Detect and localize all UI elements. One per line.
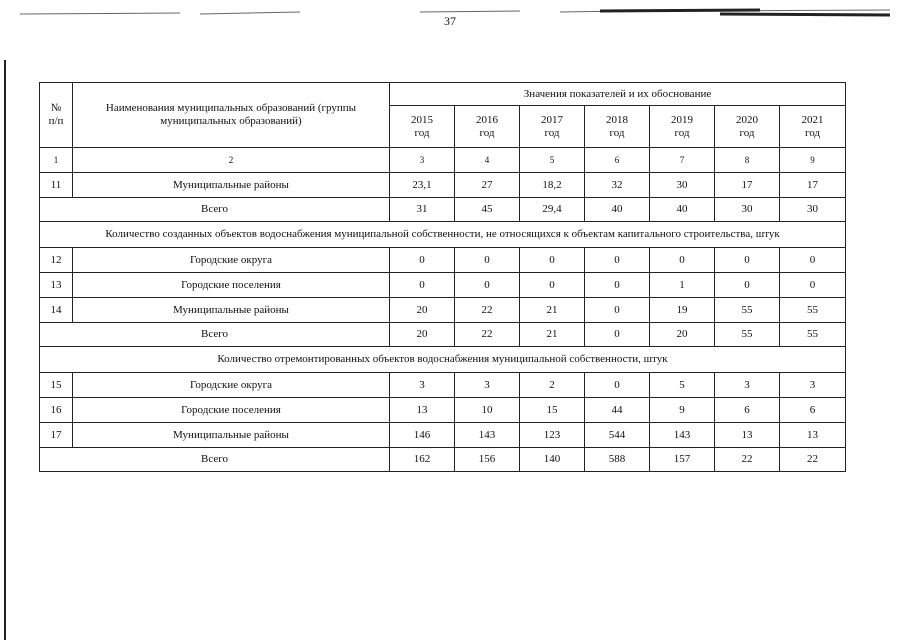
total-label-cell: Всего: [40, 198, 390, 222]
year-header-cell: [715, 106, 780, 148]
table-row: [40, 173, 846, 198]
total-value-cell: 31: [390, 198, 455, 222]
total-value-cell: 22: [715, 448, 780, 472]
row-name-cell: Городские поселения: [73, 398, 390, 423]
total-value-cell: 30: [780, 198, 846, 222]
value-cell: 0: [520, 273, 585, 298]
value-cell: 6: [780, 398, 846, 423]
value-cell: 17: [780, 173, 846, 198]
year-header-cell: [780, 106, 846, 148]
value-cell: 9: [650, 398, 715, 423]
value-cell: 13: [390, 398, 455, 423]
row-number-cell: 14: [40, 298, 73, 323]
total-value-cell: 45: [455, 198, 520, 222]
row-number-cell: 12: [40, 248, 73, 273]
total-value-cell: 40: [585, 198, 650, 222]
value-cell: 0: [780, 273, 846, 298]
year-label: 2020: [736, 113, 758, 126]
year-header-cell: [520, 106, 585, 148]
value-cell: 146: [390, 423, 455, 448]
total-value-cell: 157: [650, 448, 715, 472]
value-cell: 0: [715, 273, 780, 298]
column-number-cell: 8: [715, 148, 780, 173]
value-cell: 143: [455, 423, 520, 448]
value-cell: 55: [780, 298, 846, 323]
value-cell: 0: [390, 248, 455, 273]
table-row: [40, 273, 846, 298]
row-number-cell: 11: [40, 173, 73, 198]
value-cell: 3: [390, 373, 455, 398]
row-number-cell: 13: [40, 273, 73, 298]
year-unit: год: [805, 126, 821, 139]
total-value-cell: 22: [455, 323, 520, 347]
value-cell: 22: [455, 298, 520, 323]
total-value-cell: 21: [520, 323, 585, 347]
row-name-cell: Городские поселения: [73, 273, 390, 298]
value-cell: 6: [715, 398, 780, 423]
value-cell: 3: [455, 373, 520, 398]
row-number-cell: 17: [40, 423, 73, 448]
value-cell: 13: [715, 423, 780, 448]
table-row: [40, 298, 846, 323]
value-cell: 3: [780, 373, 846, 398]
row-name-cell: Муниципальные районы: [73, 298, 390, 323]
value-cell: 13: [780, 423, 846, 448]
header-name-cell: Наименования муниципальных образований (группы муниципальных образований): [73, 83, 390, 148]
value-cell: 0: [520, 248, 585, 273]
year-unit: год: [414, 126, 430, 139]
value-cell: 0: [390, 273, 455, 298]
scan-left-border: [4, 60, 6, 640]
value-cell: 5: [650, 373, 715, 398]
value-cell: 0: [780, 248, 846, 273]
year-unit: год: [739, 126, 755, 139]
year-label: 2021: [801, 113, 824, 126]
total-value-cell: 29,4: [520, 198, 585, 222]
year-label: 2017: [541, 113, 563, 126]
total-value-cell: 20: [390, 323, 455, 347]
table-row: [40, 423, 846, 448]
total-value-cell: 30: [715, 198, 780, 222]
year-header-cell: [455, 106, 520, 148]
value-cell: 15: [520, 398, 585, 423]
row-name-cell: Городские округа: [73, 373, 390, 398]
total-value-cell: 140: [520, 448, 585, 472]
year-label: 2019: [671, 113, 693, 126]
value-cell: 0: [585, 298, 650, 323]
page-number: 37: [444, 14, 456, 28]
year-label: 2015: [411, 113, 433, 126]
value-cell: 0: [455, 248, 520, 273]
value-cell: 0: [650, 248, 715, 273]
value-cell: 23,1: [390, 173, 455, 198]
total-value-cell: 0: [585, 323, 650, 347]
total-value-cell: 162: [390, 448, 455, 472]
total-value-cell: 156: [455, 448, 520, 472]
table-row: [40, 398, 846, 423]
column-number-cell: 5: [520, 148, 585, 173]
value-cell: 55: [715, 298, 780, 323]
total-row: [40, 448, 846, 472]
total-label-cell: Всего: [40, 448, 390, 472]
value-cell: 0: [585, 373, 650, 398]
year-header-cell: [390, 106, 455, 148]
year-header-cell: [650, 106, 715, 148]
value-cell: 544: [585, 423, 650, 448]
year-unit: год: [544, 126, 560, 139]
column-number-cell: 2: [73, 148, 390, 173]
column-number-cell: 7: [650, 148, 715, 173]
row-name-cell: Муниципальные районы: [73, 173, 390, 198]
year-unit: год: [609, 126, 625, 139]
total-value-cell: 55: [715, 323, 780, 347]
section-title-cell: Количество отремонтированных объектов водоснабжения муниципальной собственности, штук: [40, 347, 846, 373]
column-number-cell: 1: [40, 148, 73, 173]
row-number-cell: 16: [40, 398, 73, 423]
table-row: [40, 373, 846, 398]
value-cell: 3: [715, 373, 780, 398]
total-row: [40, 323, 846, 347]
value-cell: 17: [715, 173, 780, 198]
row-name-cell: Муниципальные районы: [73, 423, 390, 448]
value-cell: 143: [650, 423, 715, 448]
header-row: [40, 83, 846, 106]
table-row: [40, 248, 846, 273]
section-header-row: [40, 222, 846, 248]
value-cell: 10: [455, 398, 520, 423]
section-title-cell: Количество созданных объектов водоснабжения муниципальной собственности, не относящихся к объектам капитального строительства, штук: [40, 222, 846, 248]
total-value-cell: 20: [650, 323, 715, 347]
indicator-table: [39, 82, 846, 472]
value-cell: 20: [390, 298, 455, 323]
value-cell: 19: [650, 298, 715, 323]
value-cell: 18,2: [520, 173, 585, 198]
value-cell: 21: [520, 298, 585, 323]
value-cell: 2: [520, 373, 585, 398]
total-value-cell: 588: [585, 448, 650, 472]
value-cell: 44: [585, 398, 650, 423]
value-cell: 32: [585, 173, 650, 198]
year-label: 2018: [606, 113, 628, 126]
section-header-row: [40, 347, 846, 373]
total-value-cell: 40: [650, 198, 715, 222]
value-cell: 0: [585, 273, 650, 298]
value-cell: 0: [585, 248, 650, 273]
year-label: 2016: [476, 113, 498, 126]
column-number-cell: 4: [455, 148, 520, 173]
value-cell: 0: [715, 248, 780, 273]
value-cell: 0: [455, 273, 520, 298]
value-cell: 1: [650, 273, 715, 298]
total-label-cell: Всего: [40, 323, 390, 347]
column-numbers-row: [40, 148, 846, 173]
value-cell: 27: [455, 173, 520, 198]
header-values-cell: Значения показателей и их обоснование: [390, 83, 846, 106]
row-number-cell: 15: [40, 373, 73, 398]
year-header-cell: [585, 106, 650, 148]
column-number-cell: 6: [585, 148, 650, 173]
total-value-cell: 55: [780, 323, 846, 347]
year-unit: год: [674, 126, 690, 139]
total-row: [40, 198, 846, 222]
year-unit: год: [479, 126, 495, 139]
column-number-cell: 9: [780, 148, 846, 173]
row-name-cell: Городские округа: [73, 248, 390, 273]
total-value-cell: 22: [780, 448, 846, 472]
value-cell: 30: [650, 173, 715, 198]
column-number-cell: 3: [390, 148, 455, 173]
header-num-cell: № п/п: [40, 83, 73, 148]
value-cell: 123: [520, 423, 585, 448]
